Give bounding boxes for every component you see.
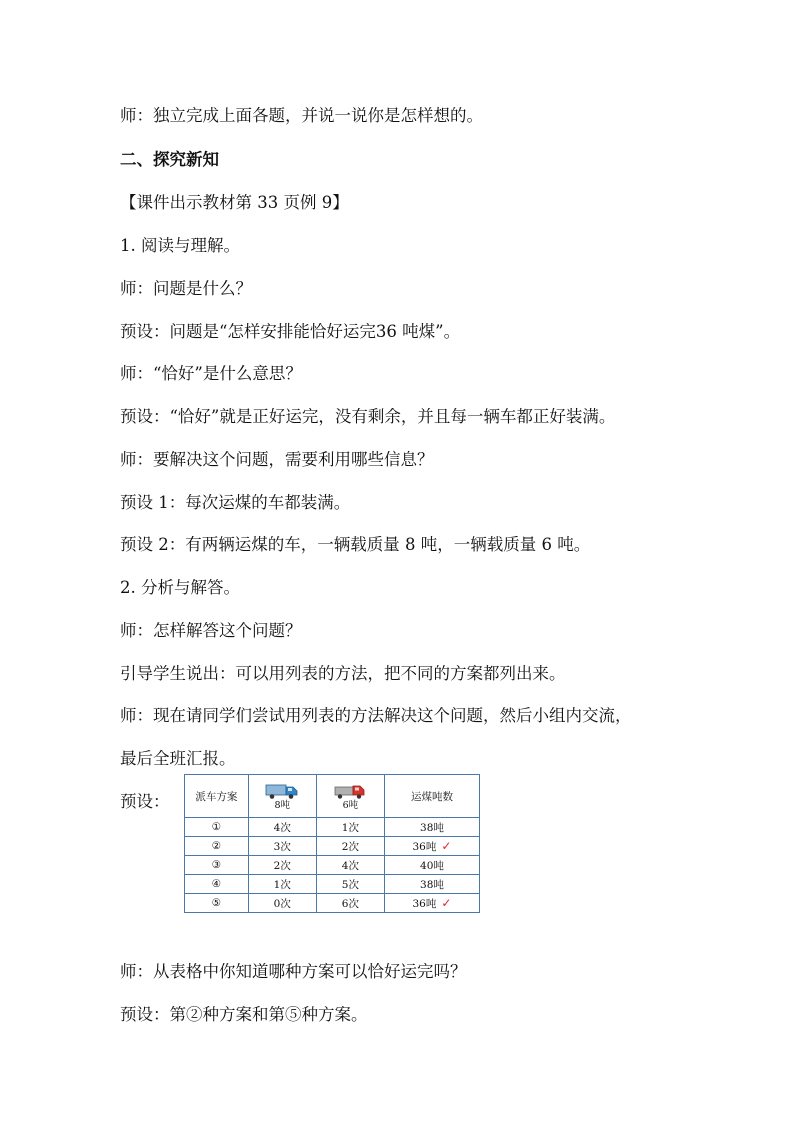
plan-cell: ⑤: [185, 894, 249, 913]
table-row: [185, 875, 480, 894]
truck-6t-trips-cell: 1次: [316, 818, 384, 837]
text-line: 师：“恰好”是什么意思？: [120, 364, 302, 383]
text-line: 预设：“恰好”就是正好运完，没有剩余，并且每一辆车都正好装满。: [120, 407, 616, 426]
text-line: 预设：第②种方案和第⑤种方案。: [120, 1005, 368, 1024]
truck-plan-table-wrapper: [184, 774, 480, 913]
truck-6t-label: 6吨: [342, 799, 359, 811]
table-body: [185, 818, 480, 913]
truck-8t-trips-cell: 4次: [248, 818, 316, 837]
table-row: [185, 837, 480, 856]
total-cell: [384, 875, 479, 894]
truck-8t-label: 8吨: [274, 799, 291, 811]
truck-6t-trips-cell: 2次: [316, 837, 384, 856]
total-cell: [384, 856, 479, 875]
text-line: 1. 阅读与理解。: [120, 236, 240, 255]
text-line: 师：现在请同学们尝试用列表的方法解决这个问题，然后小组内交流，: [120, 706, 632, 725]
text-line: 引导学生说出：可以用列表的方法，把不同的方案都列出来。: [120, 664, 566, 683]
text-line: 师：独立完成上面各题，并说一说你是怎样想的。: [120, 106, 483, 125]
truck-8t-trips-cell: 3次: [248, 837, 316, 856]
truck-6t-trips-cell: 4次: [316, 856, 384, 875]
text-line: 师：怎样解答这个问题？: [120, 621, 302, 640]
text-line: 师：从表格中你知道哪种方案可以恰好运完吗？: [120, 962, 467, 981]
plan-cell: ③: [185, 856, 249, 875]
text-line: 最后全班汇报。: [120, 749, 236, 768]
total-cell: [384, 837, 479, 856]
text-line: 二、探究新知: [120, 150, 219, 169]
text-line: 师：要解决这个问题，需要利用哪些信息？: [120, 450, 434, 469]
text-line: 师：问题是什么？: [120, 279, 252, 298]
truck-8t-trips-cell: 1次: [248, 875, 316, 894]
table-row: [185, 856, 480, 875]
text-line: 【课件出示教材第 33 页例 9】: [120, 193, 349, 212]
red-truck-icon: [334, 782, 366, 800]
total-cell: [384, 894, 479, 913]
plan-cell: ④: [185, 875, 249, 894]
truck-plan-table: [184, 774, 480, 913]
blue-truck-icon: [265, 782, 299, 800]
text-line: 预设：问题是“怎样安排能恰好运完36 吨煤”。: [120, 322, 461, 341]
header-truck-8t: [248, 775, 316, 818]
header-plan: 派车方案: [185, 775, 249, 818]
truck-8t-trips-cell: 2次: [248, 856, 316, 875]
truck-8t-trips-cell: 0次: [248, 894, 316, 913]
total-cell: [384, 818, 479, 837]
check-mark-icon: ✓: [441, 838, 452, 853]
plan-cell: ①: [185, 818, 249, 837]
total-value: 40吨: [420, 859, 444, 872]
check-mark-icon: ✓: [441, 895, 452, 910]
total-value: 38吨: [420, 821, 444, 834]
table-row: [185, 894, 480, 913]
truck-6t-trips-cell: 6次: [316, 894, 384, 913]
truck-6t-trips-cell: 5次: [316, 875, 384, 894]
total-value: 36吨: [412, 897, 437, 910]
text-line: 预设 1：每次运煤的车都装满。: [120, 493, 351, 512]
text-line: 2. 分析与解答。: [120, 578, 240, 597]
text-line: 预设 2：有两辆运煤的车，一辆载质量 8 吨，一辆载质量 6 吨。: [120, 535, 591, 554]
header-truck-6t: [316, 775, 384, 818]
header-total: 运煤吨数: [384, 775, 479, 818]
table-header-row: [185, 775, 480, 818]
table-row: [185, 818, 480, 837]
text-line: 预设：: [120, 792, 170, 811]
total-value: 36吨: [412, 840, 437, 853]
plan-cell: ②: [185, 837, 249, 856]
total-value: 38吨: [420, 878, 444, 891]
